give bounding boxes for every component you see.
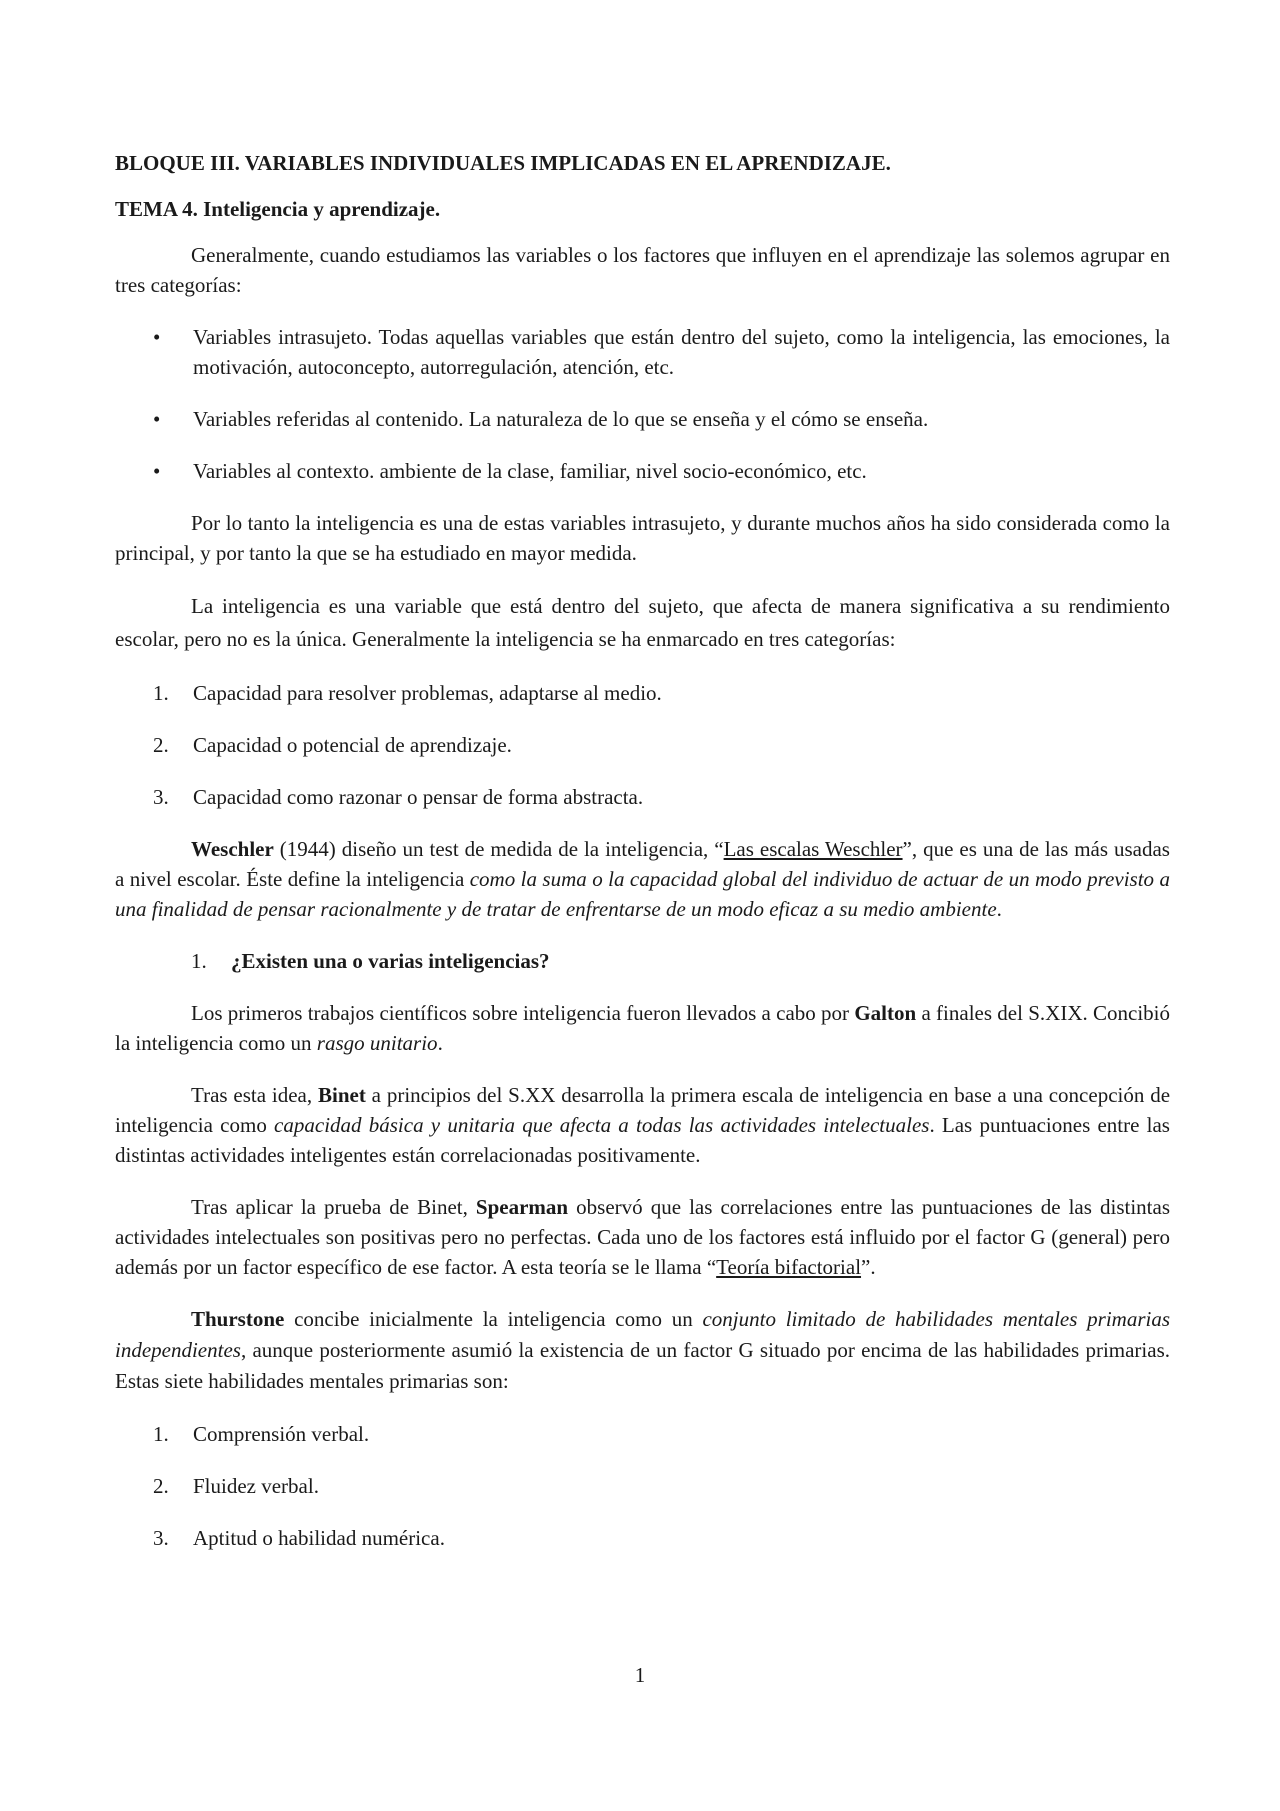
list-number: 2. [153,733,169,757]
paragraph-text: , aunque posteriormente asumió la existencia de un factor G situado por encima de las habilidades primarias. Estas siete habilidades mentales primarias son: [115,1338,1170,1393]
intro-paragraph: Generalmente, cuando estudiamos las variables o los factores que influyen en el aprendizaje las solemos agrupar en tres categorías: [115,243,1170,297]
bullet-icon: • [153,459,161,483]
paragraph-text: observó que las correlaciones entre las puntuaciones de las distintas actividades intelectuales son positivas pero no perfectas. Cada uno de los factores está influido por el factor G (general) pero además por un factor específico de ese factor. A esta teoría se le llama “ [115,1195,1170,1279]
section-heading [115,946,1170,976]
binet-paragraph [115,1080,1170,1170]
weschler-scales-link[interactable]: Las escalas Weschler [723,837,903,861]
primary-abilities-list [115,1419,1170,1553]
author-name: Weschler [191,837,274,861]
paragraph-text: concibe inicialmente la inteligencia como un [284,1307,703,1331]
page-number: 1 [634,1663,646,1687]
weschler-paragraph [115,834,1170,924]
list-number: 2. [153,1474,169,1498]
tema-heading [115,194,1170,224]
page-content [115,148,1170,1575]
list-item [115,730,1170,760]
paragraph-text: . Las puntuaciones entre las distintas actividades inteligentes están correlacionadas positivamente. [115,1113,1170,1167]
list-item-text: Capacidad o potencial de aprendizaje. [193,733,512,757]
paragraph-text: . [437,1031,443,1055]
tema-label: TEMA 4. [115,197,198,221]
author-name: Thurstone [191,1307,285,1331]
bifactorial-theory-link[interactable]: Teoría bifactorial [716,1255,862,1279]
bullet-icon: • [153,325,161,349]
list-item [115,404,1170,434]
list-item [115,322,1170,382]
list-item-text: Variables intrasujeto. Todas aquellas variables que están dentro del sujeto, como la inteligencia, las emociones, la motivación, autoconcepto, autorregulación, atención, etc. [193,325,1170,379]
section-number: 1. [191,949,207,973]
list-item [115,1523,1170,1553]
list-item-text: Comprensión verbal. [193,1422,370,1446]
list-item-text: Variables referidas al contenido. La naturaleza de lo que se enseña y el cómo se enseña. [193,407,929,431]
paragraph-text: . [996,897,1002,921]
paragraph-text: a finales del S.XIX. Concibió la inteligencia como un [115,1001,1171,1055]
author-name: Spearman [475,1195,569,1219]
definition-italic: conjunto limitado de habilidades mentales primarias independientes [115,1307,1171,1362]
paragraph-text: Los primeros trabajos científicos sobre inteligencia fueron llevados a cabo por [191,1001,855,1025]
list-number: 3. [153,785,169,809]
spearman-paragraph [115,1192,1170,1282]
definition-italic: como la suma o la capacidad global del individuo de actuar de un modo previsto a una finalidad de pensar racionalmente y de tratar de enfrentarse de un modo eficaz a su medio ambiente [115,867,1170,921]
categories-list [115,322,1170,486]
principal-paragraph: Por lo tanto la inteligencia es una de estas variables intrasujeto, y durante muchos años ha sido considerada como la principal, y por tanto la que se ha estudiado en mayor medida. [115,511,1170,565]
list-item-text: Capacidad para resolver problemas, adaptarse al medio. [193,681,662,705]
list-number: 1. [153,681,169,705]
paragraph-text: ”, que es una de las más usadas a nivel escolar. Éste define la inteligencia [115,837,1170,891]
definition-italic: capacidad básica y unitaria que afecta a todas las actividades intelectuales [274,1113,930,1137]
list-item [115,782,1170,812]
list-item-text: Fluidez verbal. [193,1474,319,1498]
paragraph-text: Tras aplicar la prueba de Binet, [191,1195,476,1219]
author-name: Binet [317,1083,366,1107]
list-item-text: Variables al contexto. ambiente de la clase, familiar, nivel socio-económico, etc. [193,459,867,483]
thurstone-paragraph [115,1304,1170,1397]
bullet-icon: • [153,407,161,431]
bloque-heading: BLOQUE III. VARIABLES INDIVIDUALES IMPLICADAS EN EL APRENDIZAJE. [115,151,891,175]
paragraph-text: a principios del S.XX desarrolla la primera escala de inteligencia en base a una concepción de inteligencia como [115,1083,1171,1137]
list-number: 1. [153,1422,169,1446]
section-title: ¿Existen una o varias inteligencias? [231,949,550,973]
paragraph-text: ”. [861,1255,876,1279]
list-item-text: Capacidad como razonar o pensar de forma abstracta. [193,785,644,809]
author-name: Galton [854,1001,917,1025]
variable-paragraph: La inteligencia es una variable que está dentro del sujeto, que afecta de manera significativa a su rendimiento escolar, pero no es la única. Generalmente la inteligencia se ha enmarcado en tres categorías: [115,594,1170,651]
galton-paragraph [115,998,1170,1058]
list-item [115,1471,1170,1501]
list-number: 3. [153,1526,169,1550]
paragraph-text: Tras esta idea, [191,1083,318,1107]
tema-title: Inteligencia y aprendizaje. [203,197,441,221]
list-item-text: Aptitud o habilidad numérica. [193,1526,445,1550]
definition-italic: rasgo unitario [316,1031,438,1055]
intelligence-categories-list [115,678,1170,812]
list-item [115,678,1170,708]
list-item [115,1419,1170,1449]
list-item [115,456,1170,486]
paragraph-text: (1944) diseño un test de medida de la inteligencia, “ [273,837,724,861]
